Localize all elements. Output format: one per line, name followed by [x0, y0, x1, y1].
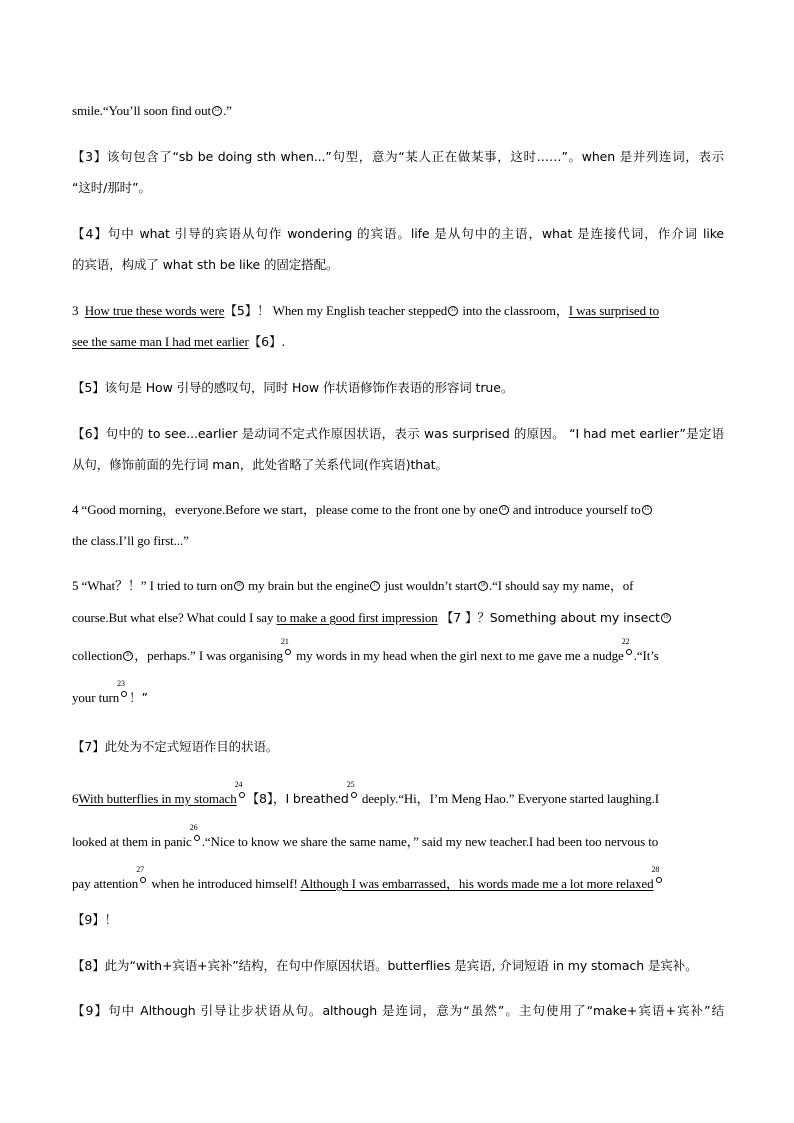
note-4-line-2: 的宾语，构成了 what sth be like 的固定搭配。: [72, 257, 339, 272]
footnote-marker: 17: [370, 581, 380, 591]
footnote-marker: 20: [123, 651, 133, 661]
paragraph-6-line-1: 6With butterflies in my stomach 24 【8】，I breathed 25 deeply.“Hi，I’m Meng Hao.” Everyone started laughing.I: [72, 780, 659, 806]
underlined-phrase: How true these words were: [84, 303, 225, 318]
footnote-marker: 12: [212, 106, 222, 116]
footnote-marker: 16: [234, 581, 244, 591]
footnote-number: 27: [136, 865, 145, 874]
note-6-line-1: 【6】句中的 to see...earlier 是动词不定式作原因状语，表示 was surprised 的原因。 “I had met earlier”是定语: [72, 426, 724, 441]
footnote-number: 23: [117, 679, 125, 688]
footnote-dot: [656, 877, 662, 883]
underlined-phrase: see the same man I had met earlier: [72, 334, 249, 349]
footnote-number: 28: [651, 865, 660, 874]
footnote-marker: 18: [478, 581, 488, 591]
note-3-line-2: “这时/那时”。: [72, 180, 151, 195]
footnote-dot: [285, 649, 291, 655]
underlined-phrase: his words made me a lot more relaxed: [458, 876, 654, 891]
paragraph-6-line-4: 【9】！: [72, 912, 118, 927]
footnote-marker: 19: [661, 613, 671, 623]
text-line-1: smile.“You’ll soon find out 12 .”: [72, 103, 232, 118]
footnote-dot: [239, 792, 245, 798]
footnote-number: 26: [189, 823, 198, 832]
underlined-phrase: Although I was embarrassed，: [300, 876, 459, 891]
underlined-phrase: to make a good first impression: [276, 610, 438, 625]
paragraph-4-line-1: 4 “Good morning，everyone.Before we start，please come to the front one by one 14 and introduce yourself to 15: [72, 502, 724, 518]
footnote-number: 24: [234, 780, 243, 789]
footnote-marker: 15: [642, 505, 652, 515]
note-6-line-2: 从句，修饰前面的先行词 man，此处省略了关系代词(作宾语)that。: [72, 457, 448, 472]
footnote-dot: [121, 691, 127, 697]
footnote-dot: [626, 649, 632, 655]
paragraph-5-line-1: 5 “What？！” I tried to turn on 16 my brain but the engine 17 just wouldn’t start 18 .“I should say my name，of: [72, 578, 634, 593]
paragraph-6-line-2: looked at them in panic 26 .“Nice to know we share the same name，” said my new teacher.I had been too nervous to: [72, 823, 659, 849]
footnote-dot: [140, 877, 146, 883]
paragraph-5-line-3: collection 20 ，perhaps.” I was organising 21 my words in my head when the girl next to me gave me a nudge 22 .“It’s: [72, 637, 659, 663]
paragraph-5-line-2: course.But what else? What could I say to make a good first impression 【7 】？Something about my insect 19: [72, 610, 724, 626]
paragraph-3-line-2: see the same man I had met earlier【6】.: [72, 334, 286, 349]
footnote-marker: 14: [499, 505, 509, 515]
note-4-line-1: 【4】句中 what 引导的宾语从句作 wondering 的宾语。life 是从句中的主语，what 是连接代词，作介词 like: [72, 226, 724, 241]
note-7: 【7】此处为不定式短语作目的状语。: [72, 739, 279, 754]
underlined-phrase: I was surprised to: [568, 303, 660, 318]
paragraph-3-line-1: 3 How true these words were【5】！ When my English teacher stepped 13 into the classroom，I was surprised to: [72, 303, 660, 318]
note-3-line-1: 【3】该句包含了“sb be doing sth when...”句型，意为“某人正在做某事，这时……”。when 是并列连词，表示: [72, 149, 724, 164]
paragraph-6-line-3: pay attention 27 when he introduced himself! Although I was embarrassed，his words made me a lot more relaxed 28: [72, 876, 724, 892]
footnote-number: 21: [280, 637, 289, 646]
paragraph-4-line-2: the class.I’ll go first...”: [72, 533, 189, 548]
footnote-dot: [351, 792, 357, 798]
note-5: 【5】该句是 How 引导的感叹句，同时 How 作状语修饰作表语的形容词 true。: [72, 380, 514, 395]
underlined-phrase: With butterflies in my stomach: [78, 791, 237, 806]
note-8: 【8】此为“with+宾语+宾补”结构，在句中作原因状语。butterflies 是宾语, 介词短语 in my stomach 是宾补。: [72, 958, 698, 973]
footnote-number: 22: [621, 637, 630, 646]
footnote-dot: [194, 835, 200, 841]
footnote-marker: 13: [448, 306, 458, 316]
note-9-line-1: 【9】句中 Although 引导让步状语从句。although 是连词，意为“虽然”。主句使用了“make+宾语+宾补”结: [72, 1003, 724, 1018]
paragraph-5-line-4: your turn 23 ！”: [72, 679, 148, 705]
footnote-number: 25: [346, 780, 355, 789]
